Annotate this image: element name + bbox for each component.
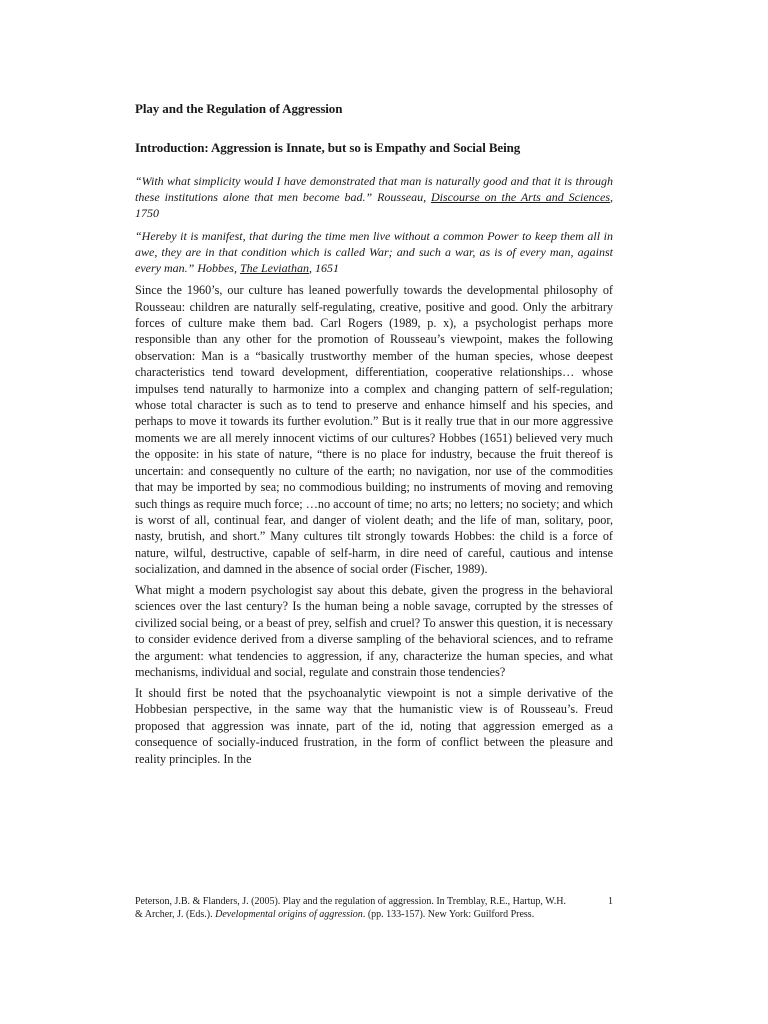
citation-text-end: . (pp. 133-157). New York: Guilford Press. [362, 908, 535, 920]
body-paragraph: It should first be noted that the psychoanalytic viewpoint is not a simple derivative of the Hobbesian perspective, in the same way that the humanistic view is of Rousseau’s. Freud proposed that aggression was innate, part of the id, noting that aggression emerged as a consequence of socially-induced frustration, in the form of conflict between the pleasure and reality principles. In the [135, 685, 613, 766]
epigraph-year: , 1750 [135, 190, 613, 221]
epigraph-text: “With what simplicity would I have demonstrated that man is naturally good and that it is through these institutions alone that men become bad.” Rousseau, [135, 174, 613, 205]
epigraph-source: The Leviathan [239, 261, 309, 276]
page-footer [135, 896, 613, 921]
epigraph-text: “Hereby it is manifest, that during the time men live without a common Power to keep them all in awe, they are in that condition which is called War; and such a war, as is of every man, against every man.” Hobbes, [135, 228, 613, 276]
citation-text: Peterson, J.B. & Flanders, J. (2005). Play and the regulation of aggression. In Tremblay, R.E., Hartup, W.H. & Archer, J. (Eds.). [135, 896, 566, 920]
page-number: 1 [608, 896, 613, 907]
document-title: Play and the Regulation of Aggression [135, 101, 343, 116]
footer-citation [135, 896, 575, 921]
body-paragraph: Since the 1960’s, our culture has leaned powerfully towards the developmental philosophy of Rousseau: children are naturally self-regulating, creative, positive and good. Only the arbitrary forces of culture make them bad. Carl Rogers (1989, p. x), a psychologist perhaps more responsible than any other for the promotion of Rousseau’s viewpoint, makes the following observation: Man is a “basically trustworthy member of the human species, whose deepest characteristics tend toward development, differentiation, cooperative relationships… whose impulses tend naturally to harmonize into a complex and changing pattern of self-regulation; whose total character is such as to tend to preserve and enhance himself and his species, and perhaps to move it towards its further evolution.” But is it really true that in our more aggressive moments we are all merely innocent victims of our cultures? Hobbes (1651) believed very much the opposite: in his state of nature, “there is no place for industry, because the fruit thereof is uncertain: and consequently no culture of the earth; no navigation, nor use of the commodities that may be imported by sea; no commodious building; no instruments of moving and removing such things as require much force; …no account of time; no arts; no letters; no society; and which is worst of all, continual fear, and danger of violent death; and the life of man, solitary, poor, nasty, brutish, and short.” Many cultures tilt strongly towards Hobbes: the child is a force of nature, wilful, destructive, capable of self-harm, in dire need of careful, cautious and intense socialization, and damned in the absence of social order (Fischer, 1989). [135, 283, 613, 577]
body-paragraph: What might a modern psychologist say about this debate, given the progress in the behavioral sciences over the last century? Is the human being a noble savage, corrupted by the stresses of civilized social being, or a beast of prey, selfish and cruel? To answer this question, it is necessary to consider evidence derived from a diverse sampling of the behavioral sciences, and to reframe the argument: what tendencies to aggression, if any, characterize the human species, and what mechanisms, individual and social, regulate and constrain those tendencies? [135, 583, 613, 680]
section-heading: Introduction: Aggression is Innate, but so is Empathy and Social Being [135, 140, 521, 155]
citation-book-title: Developmental origins of aggression [215, 908, 363, 920]
page-content [135, 100, 613, 772]
epigraph-year: , 1651 [308, 261, 339, 276]
epigraph-hobbes [135, 228, 613, 277]
epigraph-rousseau [135, 173, 613, 222]
epigraph-source: Discourse on the Arts and Sciences [430, 190, 610, 205]
